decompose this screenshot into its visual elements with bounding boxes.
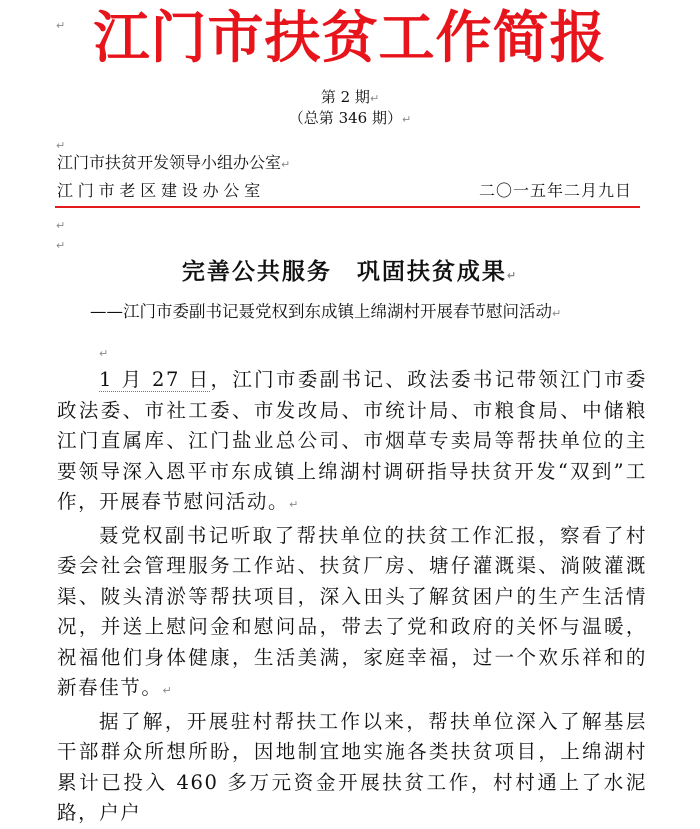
red-divider-line — [55, 206, 640, 208]
issuing-office-2: 江门市老区建设办公室 — [57, 181, 266, 200]
body-paragraph-1: 1 月 27 日，江门市委副书记、政法委书记带领江门市委政法委、市社工委、市发改局、市统计局、市粮食局、中储粮江门直属库、江门盐业总公司、市烟草专卖局等帮扶单位的主要领导深入恩平市东成镇上绵湖村调研指导扶贫开发“双到”工作，开展春节慰问活动。↵ — [57, 368, 647, 513]
article-title: 完善公共服务 巩固扶贫成果↵ — [181, 259, 519, 285]
paragraph-mark-icon: ↵ — [56, 219, 66, 232]
body-paragraph-2: 聂党权副书记听取了帮扶单位的扶贫工作汇报，察看了村委会社会管理服务工作站、扶贫厂房、塘仔灌溉渠、淌陂灌溉渠、陂头清淤等帮扶项目，深入田头了解贫困户的生产生活情况，并送上慰问金和慰问品，带去了党和政府的关怀与温暖，祝福他们身体健康，生活美满，家庭幸福，过一个欢乐祥和的新春佳节。↵ — [57, 523, 647, 699]
paragraph-mark-icon: ↵ — [56, 19, 66, 32]
paragraph-mark-icon: ↵ — [56, 239, 66, 252]
masthead-title: 江门市扶贫工作简报 — [93, 6, 607, 71]
article-body — [57, 365, 647, 829]
total-issue-number: （总第 346 期）↵ — [288, 109, 412, 127]
issue-date: 二〇一五年二月九日 — [478, 181, 632, 200]
issuing-office-1: 江门市扶贫开发领导小组办公室↵ — [57, 153, 291, 172]
issue-number: 第 2 期↵ — [320, 88, 380, 106]
paragraph-mark-icon: ↵ — [56, 139, 66, 152]
article-subtitle: ——江门市委副书记聂党权到东成镇上绵湖村开展春节慰问活动↵ — [90, 302, 562, 321]
paragraph-mark-icon: ↵ — [99, 347, 109, 360]
event-date: 1 月 27 日 — [99, 368, 211, 391]
body-paragraph-3: 据了解，开展驻村帮扶工作以来，帮扶单位深入了解基层干部群众所想所盼，因地制宜地实施各类扶贫项目，上绵湖村累计已投入 460 多万元资金开展扶贫工作，村村通上了水泥路，户户 — [57, 709, 647, 824]
